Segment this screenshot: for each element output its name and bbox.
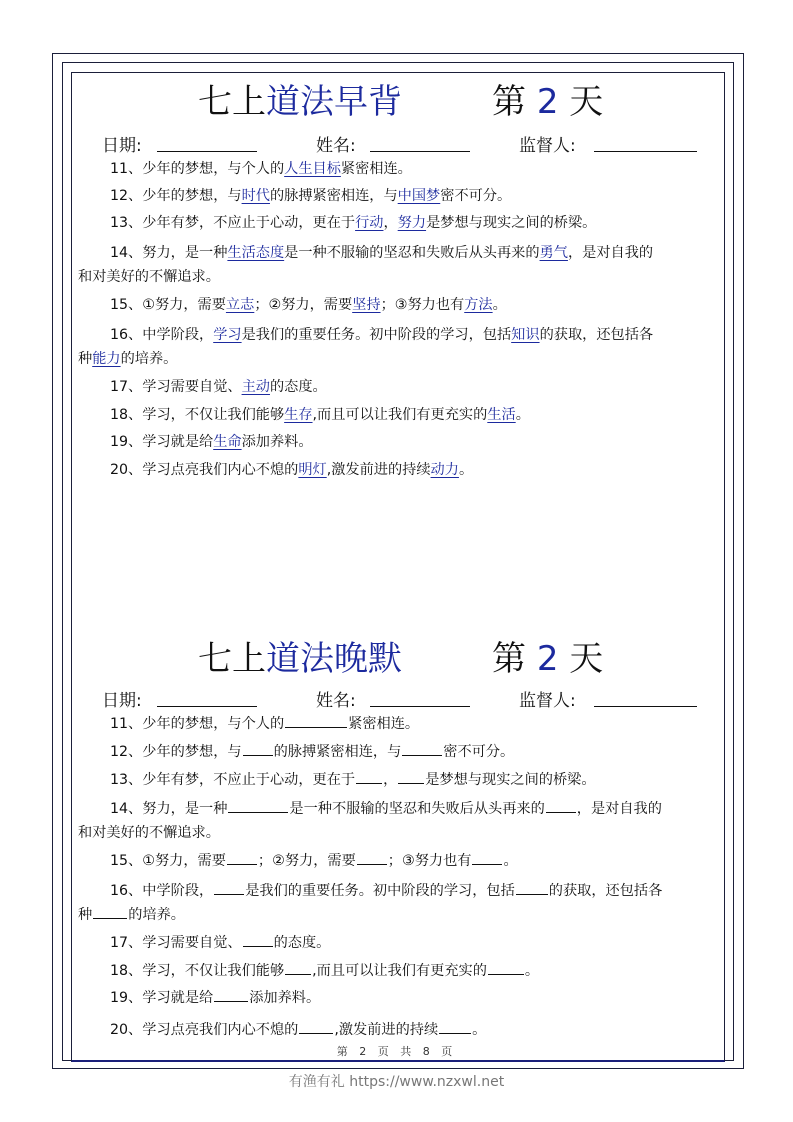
list-item bbox=[78, 458, 720, 482]
answer-text: 时代 bbox=[241, 188, 270, 204]
item-number: 20、 bbox=[110, 1022, 143, 1038]
fill-in-blank[interactable] bbox=[357, 850, 387, 865]
item-text: 的获取，还包括各 bbox=[539, 327, 654, 343]
date-field[interactable] bbox=[157, 706, 257, 707]
fill-in-blank[interactable] bbox=[546, 798, 576, 813]
fill-in-blank[interactable] bbox=[214, 880, 244, 895]
item-text: ；②努力，需要 bbox=[254, 297, 353, 313]
name-field[interactable] bbox=[370, 151, 470, 152]
item-text: ；③努力也有 bbox=[387, 853, 472, 869]
item-number: 16、 bbox=[110, 327, 143, 343]
fill-in-blank[interactable] bbox=[299, 1019, 333, 1034]
item-number: 14、 bbox=[110, 245, 143, 261]
fill-in-blank[interactable] bbox=[402, 741, 442, 756]
list-item bbox=[78, 211, 720, 235]
answer-text: 明灯 bbox=[298, 462, 327, 478]
list-item bbox=[78, 241, 720, 289]
answer-text: 动力 bbox=[430, 462, 459, 478]
fill-in-blank[interactable] bbox=[285, 960, 311, 975]
item-text: 学习点亮我们内心不熄的 bbox=[142, 462, 299, 478]
item-number: 17、 bbox=[110, 935, 143, 951]
item-text: 少年有梦，不应止于心动，更在于 bbox=[142, 215, 356, 231]
item-text: 学习，不仅让我们能够 bbox=[142, 407, 285, 423]
list-item bbox=[78, 712, 720, 736]
answer-text: 人生目标 bbox=[284, 161, 341, 177]
list-item bbox=[78, 184, 720, 208]
item-text: 少年的梦想，与个人的 bbox=[142, 161, 285, 177]
item-number: 11、 bbox=[110, 716, 143, 732]
item-text: 是梦想与现实之间的桥梁。 bbox=[426, 215, 597, 231]
item-number: 16、 bbox=[110, 883, 143, 899]
list-item bbox=[78, 375, 720, 399]
answer-text: 立志 bbox=[225, 297, 255, 313]
fill-in-blank[interactable] bbox=[398, 769, 424, 784]
name-label: 姓名: bbox=[316, 691, 356, 711]
item-number: 19、 bbox=[110, 990, 143, 1006]
item-text: 添加养料。 bbox=[241, 434, 313, 450]
fill-in-blank[interactable] bbox=[356, 769, 382, 784]
item-text: 少年有梦，不应止于心动，更在于 bbox=[142, 772, 356, 788]
answer-text: 努力 bbox=[397, 215, 427, 231]
answer-text: 知识 bbox=[511, 327, 540, 343]
item-text: 少年的梦想，与 bbox=[142, 744, 242, 760]
item-text: 学习需要自觉、 bbox=[142, 935, 242, 951]
item-text: ；③努力也有 bbox=[380, 297, 465, 313]
morning-title-main: 七上道法早背 bbox=[198, 82, 402, 122]
name-label: 姓名: bbox=[316, 136, 356, 156]
morning-meta-row bbox=[0, 131, 793, 155]
answer-text: 生活态度 bbox=[227, 245, 285, 261]
item-number: 15、 bbox=[110, 853, 143, 869]
item-text: ，是对自我的 bbox=[576, 801, 662, 817]
answer-text: 勇气 bbox=[539, 245, 568, 261]
item-number: 14、 bbox=[110, 801, 143, 817]
item-text: ,激发前进的持续 bbox=[326, 462, 431, 478]
list-item bbox=[78, 157, 720, 181]
evening-title bbox=[0, 637, 793, 681]
watermark: 有渔有礼 https://www.nzxwl.net bbox=[288, 1074, 505, 1090]
answer-text: 中国梦 bbox=[397, 188, 441, 204]
list-item bbox=[78, 986, 720, 1010]
item-text: 和对美好的不懈追求。 bbox=[78, 269, 220, 285]
item-text: 的获取，还包括各 bbox=[548, 883, 663, 899]
list-item bbox=[78, 740, 720, 764]
item-number: 18、 bbox=[110, 407, 143, 423]
item-number: 13、 bbox=[110, 772, 143, 788]
item-text: 。 bbox=[515, 407, 530, 423]
evening-meta-row bbox=[0, 686, 793, 710]
fill-in-blank[interactable] bbox=[227, 850, 257, 865]
morning-day-label: 第 2 天 bbox=[492, 82, 604, 122]
answer-text: 学习 bbox=[213, 327, 242, 343]
item-text: ①努力，需要 bbox=[142, 853, 226, 869]
list-item bbox=[78, 403, 720, 427]
item-number: 17、 bbox=[110, 379, 143, 395]
answer-text: 生活 bbox=[487, 407, 516, 423]
item-text: ；②努力，需要 bbox=[257, 853, 356, 869]
item-text: 是一种不服输的坚忍和失败后从头再来的 bbox=[289, 801, 545, 817]
item-text: 的脉搏紧密相连，与 bbox=[269, 188, 398, 204]
item-text: 学习需要自觉、 bbox=[142, 379, 242, 395]
fill-in-blank[interactable] bbox=[488, 960, 524, 975]
item-text: 。 bbox=[492, 297, 507, 313]
item-text: 紧密相连。 bbox=[348, 716, 420, 732]
list-item bbox=[78, 959, 720, 983]
item-number: 12、 bbox=[110, 188, 143, 204]
item-text: 的脉搏紧密相连，与 bbox=[273, 744, 402, 760]
fill-in-blank[interactable] bbox=[439, 1019, 471, 1034]
item-text: 密不可分。 bbox=[440, 188, 512, 204]
date-label: 日期: bbox=[102, 136, 142, 156]
answer-text: 坚持 bbox=[352, 297, 381, 313]
list-item bbox=[78, 797, 720, 845]
item-text: 学习点亮我们内心不熄的 bbox=[142, 1022, 299, 1038]
list-item bbox=[78, 323, 720, 371]
fill-in-blank[interactable] bbox=[93, 904, 127, 919]
answer-text: 主动 bbox=[241, 379, 270, 395]
fill-in-blank[interactable] bbox=[243, 932, 273, 947]
supervisor-label: 监督人: bbox=[519, 136, 576, 156]
item-text: 种 bbox=[78, 351, 93, 367]
fill-in-blank[interactable] bbox=[228, 798, 288, 813]
date-field[interactable] bbox=[157, 151, 257, 152]
item-text: ,激发前进的持续 bbox=[334, 1022, 439, 1038]
item-text: 。 bbox=[472, 1022, 487, 1038]
item-text: 学习就是给 bbox=[142, 434, 214, 450]
item-text: ， bbox=[383, 772, 398, 788]
item-text: 是我们的重要任务。初中阶段的学习，包括 bbox=[241, 327, 512, 343]
date-label: 日期: bbox=[102, 691, 142, 711]
item-text: 是我们的重要任务。初中阶段的学习，包括 bbox=[245, 883, 515, 899]
list-item bbox=[78, 849, 720, 873]
item-text: 是一种不服输的坚忍和失败后从头再来的 bbox=[284, 245, 540, 261]
item-text: 努力，是一种 bbox=[142, 245, 228, 261]
fill-in-blank[interactable] bbox=[472, 850, 502, 865]
answer-text: 生命 bbox=[213, 434, 242, 450]
item-text: 中学阶段， bbox=[142, 327, 214, 343]
item-text: ①努力，需要 bbox=[142, 297, 226, 313]
fill-in-blank[interactable] bbox=[214, 987, 248, 1002]
list-item bbox=[78, 931, 720, 955]
item-text: 种 bbox=[78, 907, 93, 923]
list-item bbox=[78, 879, 720, 927]
item-text: 的培养。 bbox=[128, 907, 185, 923]
item-text: 密不可分。 bbox=[443, 744, 515, 760]
evening-day-label: 第 2 天 bbox=[492, 639, 604, 679]
answer-text: 方法 bbox=[464, 297, 493, 313]
fill-in-blank[interactable] bbox=[516, 880, 548, 895]
fill-in-blank[interactable] bbox=[285, 713, 347, 728]
item-text: 的态度。 bbox=[269, 379, 327, 395]
item-text: 添加养料。 bbox=[249, 990, 321, 1006]
item-text: ,而且可以让我们有更充实的 bbox=[312, 963, 487, 979]
item-text: 。 bbox=[503, 853, 518, 869]
item-text: 中学阶段， bbox=[142, 883, 214, 899]
morning-title bbox=[0, 80, 793, 124]
supervisor-label: 监督人: bbox=[519, 691, 576, 711]
item-number: 20、 bbox=[110, 462, 143, 478]
fill-in-blank[interactable] bbox=[243, 741, 273, 756]
item-text: 和对美好的不懈追求。 bbox=[78, 825, 220, 841]
answer-text: 生存 bbox=[284, 407, 313, 423]
item-number: 13、 bbox=[110, 215, 143, 231]
list-item bbox=[78, 768, 720, 792]
item-text: 。 bbox=[458, 462, 474, 478]
item-text: 的培养。 bbox=[120, 351, 178, 367]
item-text: ， bbox=[383, 215, 398, 231]
item-text: 少年的梦想，与个人的 bbox=[142, 716, 285, 732]
item-text: 是梦想与现实之间的桥梁。 bbox=[425, 772, 596, 788]
name-field[interactable] bbox=[370, 706, 470, 707]
item-text: 学习，不仅让我们能够 bbox=[142, 963, 285, 979]
item-text: 学习就是给 bbox=[142, 990, 214, 1006]
item-text: 努力，是一种 bbox=[142, 801, 228, 817]
item-number: 12、 bbox=[110, 744, 143, 760]
list-item bbox=[78, 1018, 720, 1042]
supervisor-field[interactable] bbox=[594, 706, 697, 707]
item-text: 的态度。 bbox=[273, 935, 331, 951]
page-number: 第 2 页 共 8 页 bbox=[336, 1045, 457, 1058]
item-text: 紧密相连。 bbox=[340, 161, 412, 177]
item-text: ,而且可以让我们有更充实的 bbox=[312, 407, 488, 423]
answer-text: 行动 bbox=[355, 215, 384, 231]
item-number: 11、 bbox=[110, 161, 143, 177]
item-text: 。 bbox=[524, 963, 540, 979]
answer-text: 能力 bbox=[92, 351, 121, 367]
list-item bbox=[78, 430, 720, 454]
item-text: ，是对自我的 bbox=[567, 245, 654, 261]
evening-title-main: 七上道法晚默 bbox=[198, 639, 402, 679]
supervisor-field[interactable] bbox=[594, 151, 697, 152]
item-number: 19、 bbox=[110, 434, 143, 450]
item-number: 15、 bbox=[110, 297, 143, 313]
item-number: 18、 bbox=[110, 963, 143, 979]
list-item bbox=[78, 293, 720, 317]
item-text: 少年的梦想，与 bbox=[142, 188, 242, 204]
